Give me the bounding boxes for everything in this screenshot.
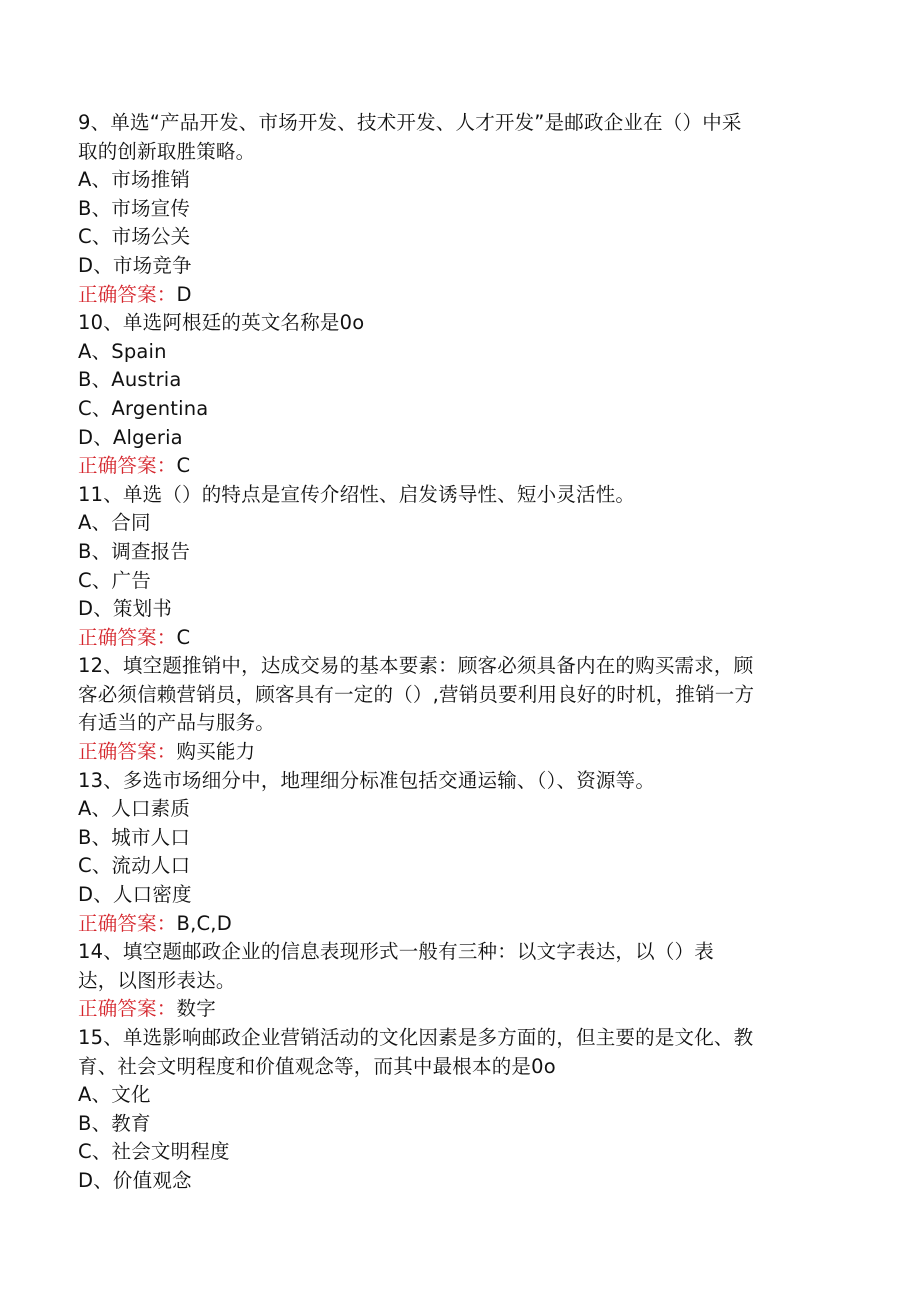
- question-text: 12、填空题推销中，达成交易的基本要素：顾客必须具备内在的购买需求，顾: [78, 654, 754, 678]
- option-text: C、Argentina: [78, 396, 209, 420]
- option-text: B、教育: [78, 1111, 151, 1135]
- option-text: D、市场竞争: [78, 253, 192, 277]
- option-text: B、调查报告: [78, 539, 191, 563]
- answer-value: B,C,D: [176, 911, 232, 935]
- option-text: D、价值观念: [78, 1168, 192, 1192]
- answer-label: 正确答案：: [78, 282, 177, 306]
- option-text: B、Austria: [78, 368, 182, 392]
- question-text: 客必须信赖营销员，顾客具有一定的（）,营销员要利用良好的时机，推销一方: [78, 682, 755, 706]
- answer-value: 数字: [176, 997, 216, 1021]
- answer-line: [78, 624, 838, 653]
- answer-value: C: [176, 454, 191, 478]
- option-text: A、文化: [78, 1083, 151, 1107]
- answer-value: D: [176, 282, 192, 306]
- question-list: [78, 109, 838, 1196]
- question-text: 达，以图形表达。: [78, 968, 236, 992]
- answer-label: 正确答案：: [78, 997, 177, 1021]
- answer-line: [78, 910, 838, 939]
- option-text: B、城市人口: [78, 825, 191, 849]
- question-text: 育、社会文明程度和价值观念等，而其中最根本的是0o: [78, 1054, 556, 1078]
- option-text: B、市场宣传: [78, 196, 191, 220]
- option-text: A、合同: [78, 511, 151, 535]
- answer-line: [78, 452, 838, 481]
- option-text: C、流动人口: [78, 854, 191, 878]
- option-text: A、Spain: [78, 339, 167, 363]
- option-text: D、策划书: [78, 597, 173, 621]
- option-text: C、广告: [78, 568, 151, 592]
- option-text: A、人口素质: [78, 797, 191, 821]
- option-text: C、社会文明程度: [78, 1140, 230, 1164]
- option-text: D、Algeria: [78, 425, 183, 449]
- answer-line: [78, 738, 838, 767]
- option-text: C、市场公关: [78, 225, 191, 249]
- answer-label: 正确答案：: [78, 911, 177, 935]
- question-text: 13、多选市场细分中，地理细分标准包括交通运输、（）、资源等。: [78, 768, 656, 792]
- question-text: 11、单选（）的特点是宣传介绍性、启发诱导性、短小灵活性。: [78, 482, 636, 506]
- question-text: 10、单选阿根廷的英文名称是0o: [78, 311, 365, 335]
- question-text: 15、单选影响邮政企业营销活动的文化因素是多方面的，但主要的是文化、教: [78, 1026, 754, 1049]
- answer-label: 正确答案：: [78, 740, 177, 764]
- option-text: D、人口密度: [78, 883, 192, 907]
- answer-line: [78, 995, 838, 1024]
- answer-value: C: [176, 625, 191, 649]
- answer-line: [78, 281, 838, 310]
- question-text: 取的创新取胜策略。: [78, 139, 256, 163]
- question-text: 9、单选“产品开发、市场开发、技术开发、人才开发”是邮政企业在（）中采: [78, 111, 742, 134]
- answer-label: 正确答案：: [78, 454, 177, 478]
- question-text: 14、填空题邮政企业的信息表现形式一般有三种：以文字表达，以（）表: [78, 940, 714, 964]
- question-text: 有适当的产品与服务。: [78, 711, 276, 735]
- answer-value: 购买能力: [176, 740, 256, 764]
- option-text: A、市场推销: [78, 168, 191, 192]
- answer-label: 正确答案：: [78, 625, 177, 649]
